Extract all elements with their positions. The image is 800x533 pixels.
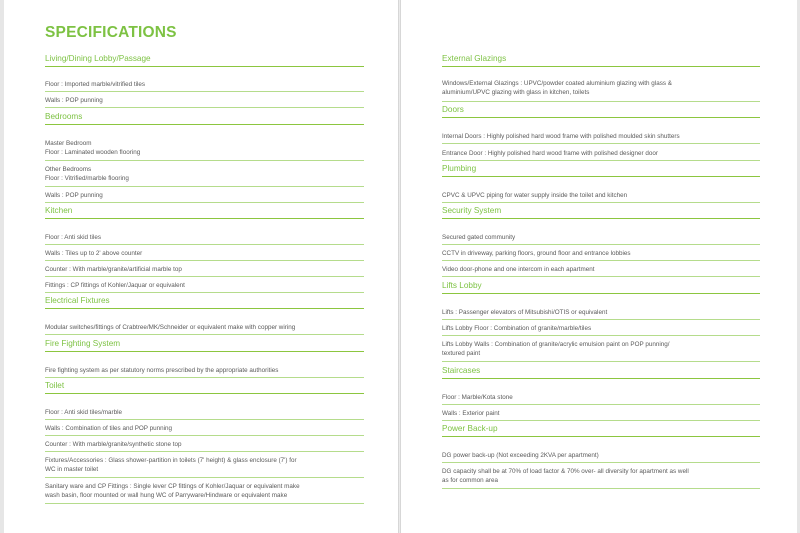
spec-item-line: Fixtures/Accessories : Glass shower-partition in toilets (7' height) & glass enclosure (7') for WC in master toilet xyxy=(45,457,297,473)
item-rule xyxy=(45,260,364,261)
spec-item: Video door-phone and one intercom in each apartment xyxy=(442,266,595,273)
section-rule xyxy=(45,66,364,67)
spec-item: Fire fighting system as per statutory norms prescribed by the appropriate authorities xyxy=(45,367,279,374)
spec-item xyxy=(45,483,300,500)
spec-item-line: Lifts Lobby Walls : Combination of granite/acrylic emulsion paint on POP punning/ textured paint xyxy=(442,341,670,357)
item-rule xyxy=(442,101,760,102)
spec-item-line: Other Bedrooms Floor : Vitrified/marble flooring xyxy=(45,166,129,182)
section-rule xyxy=(442,436,760,437)
section-rule xyxy=(442,293,760,294)
spec-item: CCTV in driveway, parking floors, ground floor and entrance lobbies xyxy=(442,250,631,257)
spec-item: Walls : Exterior paint xyxy=(442,410,500,417)
item-rule xyxy=(45,107,364,108)
spec-item: Internal Doors : Highly polished hard wood frame with polished moulded skin shutters xyxy=(442,133,680,140)
spec-item: Modular switches/fittings of Crabtree/MK/Schneider or equivalent make with copper wiring xyxy=(45,324,296,331)
spec-item xyxy=(442,80,672,97)
section-rule xyxy=(45,308,364,309)
spec-item: Floor : Marble/Kota stone xyxy=(442,394,513,401)
item-rule xyxy=(442,244,760,245)
item-rule xyxy=(442,143,760,144)
spec-item: Counter : With marble/granite/synthetic stone top xyxy=(45,441,182,448)
section-heading-lifts: Lifts Lobby xyxy=(442,281,482,290)
spec-item xyxy=(45,140,140,157)
spec-item xyxy=(442,341,670,358)
spec-item: Floor : Imported marble/vitrified tiles xyxy=(45,81,146,88)
section-rule xyxy=(45,218,364,219)
spec-item xyxy=(442,468,689,485)
section-rule xyxy=(442,176,760,177)
section-rule xyxy=(442,378,760,379)
section-heading-electrical: Electrical Fixtures xyxy=(45,296,110,305)
section-heading-toilet: Toilet xyxy=(45,381,65,390)
section-heading-kitchen: Kitchen xyxy=(45,206,73,215)
item-rule xyxy=(45,334,364,335)
spec-item: Walls : POP punning xyxy=(45,97,103,104)
book-spine xyxy=(398,0,401,533)
spec-item: CPVC & UPVC piping for water supply inside the toilet and kitchen xyxy=(442,192,628,199)
spec-item-line: Windows/External Glazings : UPVC/powder coated aluminium glazing with glass & aluminium/UPVC glazing with glass in kitchen, toilets xyxy=(442,80,672,96)
section-rule xyxy=(442,66,760,67)
spec-item-line: Sanitary ware and CP Fittings : Single lever CP fittings of Kohler/Jaquar or equivalent make wash basin, floor mounted or wall hung WC of Parryware/Hindware or equivalent make xyxy=(45,483,300,499)
spec-item: Fittings : CP fittings of Kohler/Jaquar or equivalent xyxy=(45,282,185,289)
item-rule xyxy=(45,244,364,245)
item-rule xyxy=(45,292,364,293)
item-rule xyxy=(45,160,364,161)
item-rule xyxy=(45,202,364,203)
spec-item: Counter : With marble/granite/artificial marble top xyxy=(45,266,182,273)
item-rule xyxy=(442,361,760,362)
item-rule xyxy=(442,420,760,421)
item-rule xyxy=(45,451,364,452)
item-rule xyxy=(45,435,364,436)
spec-item-line: DG capacity shall be at 70% of load factor & 70% over- all diversity for apartment as well as for common area xyxy=(442,468,689,484)
spec-item: Entrance Door : Highly polished hard wood frame with polished designer door xyxy=(442,150,658,157)
section-rule xyxy=(45,393,364,394)
item-rule xyxy=(442,319,760,320)
item-rule xyxy=(45,186,364,187)
section-heading-plumbing: Plumbing xyxy=(442,164,477,173)
item-rule xyxy=(45,377,364,378)
spec-item: DG power back-up (Not exceeding 2KVA per apartment) xyxy=(442,452,599,459)
section-heading-fire: Fire Fighting System xyxy=(45,339,121,348)
section-rule xyxy=(442,117,760,118)
spec-item: Floor : Anti skid tiles/marble xyxy=(45,409,122,416)
page-title: SPECIFICATIONS xyxy=(45,24,177,41)
section-heading-security: Security System xyxy=(442,206,502,215)
section-heading-doors: Doors xyxy=(442,105,464,114)
section-heading-staircases: Staircases xyxy=(442,366,481,375)
page-edge-left xyxy=(0,0,4,533)
section-heading-glazings: External Glazings xyxy=(442,54,507,63)
spec-item: Lifts Lobby Floor : Combination of granite/marble/tiles xyxy=(442,325,592,332)
item-rule xyxy=(45,91,364,92)
spec-item: Secured gated community xyxy=(442,234,516,241)
section-rule xyxy=(45,351,364,352)
item-rule xyxy=(442,276,760,277)
spec-item: Walls : POP punning xyxy=(45,192,103,199)
spec-item xyxy=(45,166,129,183)
section-heading-power: Power Back-up xyxy=(442,424,498,433)
spec-item xyxy=(45,457,297,474)
section-heading-living: Living/Dining Lobby/Passage xyxy=(45,54,151,63)
spec-item: Floor : Anti skid tiles xyxy=(45,234,101,241)
spec-item: Walls : Combination of tiles and POP punning xyxy=(45,425,173,432)
item-rule xyxy=(442,335,760,336)
item-rule xyxy=(45,477,364,478)
item-rule xyxy=(442,488,760,489)
item-rule xyxy=(442,160,760,161)
item-rule xyxy=(45,276,364,277)
item-rule xyxy=(45,503,364,504)
spec-item: Lifts : Passenger elevators of Mitsubishi/OTIS or equivalent xyxy=(442,309,608,316)
section-rule xyxy=(442,218,760,219)
item-rule xyxy=(442,202,760,203)
item-rule xyxy=(442,404,760,405)
item-rule xyxy=(45,419,364,420)
spec-item: Walls : Tiles up to 2' above counter xyxy=(45,250,143,257)
section-heading-bedrooms: Bedrooms xyxy=(45,112,83,121)
item-rule xyxy=(442,462,760,463)
spec-item-line: Master Bedroom Floor : Laminated wooden flooring xyxy=(45,140,141,156)
item-rule xyxy=(442,260,760,261)
section-rule xyxy=(45,124,364,125)
